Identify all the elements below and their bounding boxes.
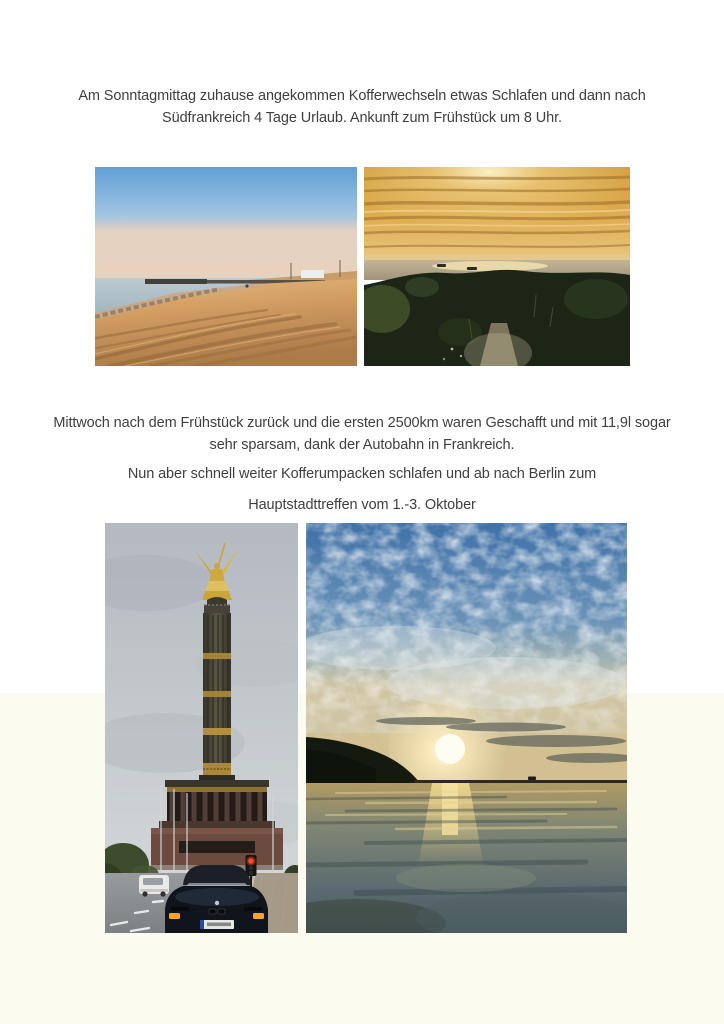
paragraph-berlin — [0, 463, 724, 485]
victory-column-image — [105, 523, 298, 933]
text-line: Hauptstadttreffen vom 1.-3. Oktober — [248, 497, 476, 513]
paragraph-intro — [0, 85, 724, 129]
paragraph-event — [0, 494, 724, 516]
berlin-victory-column-photo — [105, 523, 298, 933]
beach-evening-photo — [95, 167, 357, 366]
lake-sunset-photo — [306, 523, 627, 933]
paragraph-return-trip — [0, 412, 724, 456]
sunset-over-sea-photo — [364, 167, 630, 366]
text-line: Mittwoch nach dem Frühstück zurück und die ersten 2500km waren Geschafft und mit 11,9l sogar — [53, 415, 671, 431]
text-line: Nun aber schnell weiter Kofferumpacken schlafen und ab nach Berlin zum — [127, 466, 597, 482]
white-van — [139, 875, 169, 897]
text-line: Am Sonntagmittag zuhause angekommen Kofferwechseln etwas Schlafen und dann nach — [78, 88, 646, 104]
lake-sunset-image — [306, 523, 627, 933]
beach-evening-image — [95, 167, 357, 366]
sunset-over-sea-image — [364, 167, 630, 366]
text-line: Südfrankreich 4 Tage Urlaub. Ankunft zum Frühstück um 8 Uhr. — [162, 110, 562, 126]
text-line: sehr sparsam, dank der Autobahn in Frankreich. — [209, 437, 515, 453]
